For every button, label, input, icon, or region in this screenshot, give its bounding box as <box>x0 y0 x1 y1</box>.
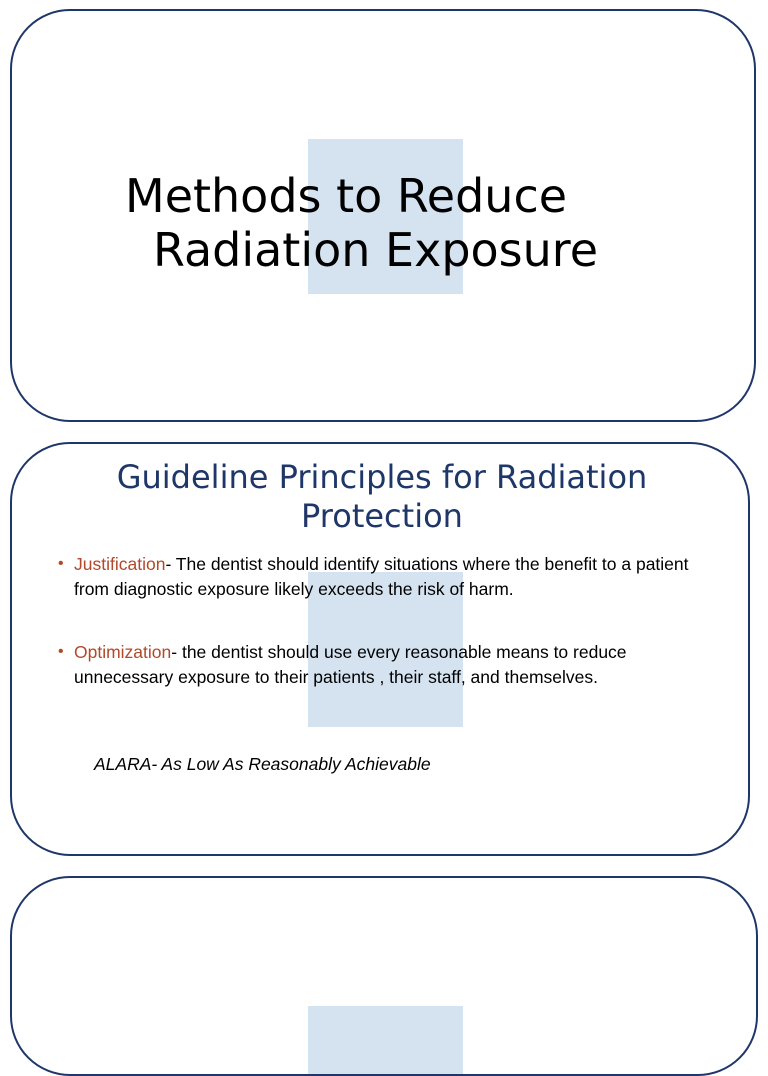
slide-title <box>10 9 756 422</box>
principles-list <box>54 552 714 689</box>
slide-next-partial <box>10 876 758 1076</box>
term-justification: Justification <box>74 554 166 574</box>
term-optimization: Optimization <box>74 642 172 662</box>
heading-line-1: Guideline Principles for Radiation <box>116 458 648 496</box>
alara-note: ALARA- As Low As Reasonably Achievable <box>94 754 431 774</box>
optimization-description: - the dentist should use every reasonable means to reduce unnecessary exposure to their patients , their staff, and themselves. <box>74 642 627 687</box>
heading-line-2: Protection <box>301 497 463 535</box>
slide-title-heading <box>12 169 756 277</box>
bullet-icon: • <box>58 643 64 660</box>
bullet-icon: • <box>58 555 64 572</box>
list-item-justification <box>54 552 714 601</box>
accent-block <box>308 1006 463 1076</box>
section-heading <box>12 458 750 536</box>
title-line-1: Methods to Reduce <box>125 169 568 223</box>
slide-guideline-principles <box>10 442 750 856</box>
list-item-optimization <box>54 640 714 689</box>
justification-description: - The dentist should identify situations where the benefit to a patient from diagnostic exposure likely exceeds the risk of harm. <box>74 554 689 599</box>
title-line-2: Radiation Exposure <box>153 223 598 277</box>
